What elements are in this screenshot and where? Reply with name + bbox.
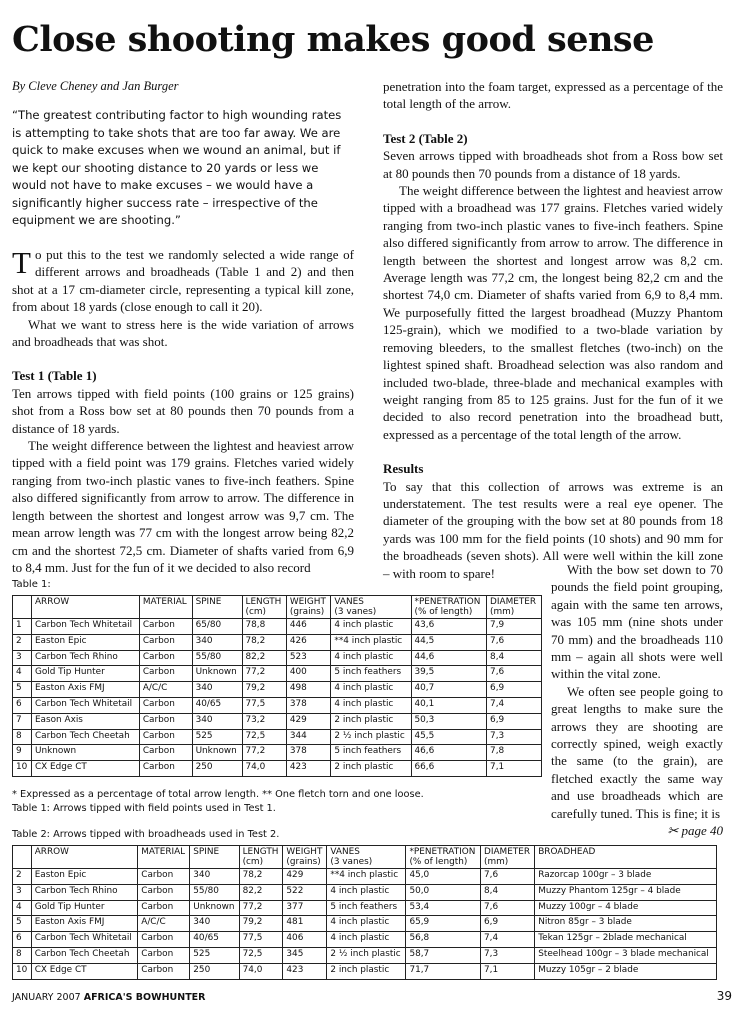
table-1-cell: **4 inch plastic bbox=[331, 634, 411, 650]
table-2-cell: 71,7 bbox=[406, 963, 481, 979]
test2-paragraph-2: The weight difference between the lightest and heaviest arrow tipped with a broadhead was 177 grains. Fletches varied widely ranging from two-inch plastic vanes to five-inch feathers. Spine also differed significantly from arrow to arrow. The difference in length between the shortest and longest arrow was 8,2 cm. Average length was 77,2 cm, the longest being 82,2 cm and the shortest 74,0 cm. Diameter of shafts varied from 6,9 to 8,4 mm. We purposefully fitted the largest broadhead (Muzzy Phantom 125-grain), which we modified to a two-blade variation by removing bleeders, to the smallest fletches (two-inch) on the lightest spined shaft. Broadhead selection was also random and included two-blade, three-blade and mechanical examples with weight ranging from 85 to 125 grains. Just for the fun of it we decided to also record penetration into the broadhead butt, expressed as a percentage of the total length of the arrow. bbox=[383, 183, 723, 442]
table-1-cell: 77,2 bbox=[242, 745, 286, 761]
table-1-cell: 40/65 bbox=[192, 697, 242, 713]
table-1-cell: 2 inch plastic bbox=[331, 761, 411, 777]
table-1-cell: 7,3 bbox=[487, 729, 542, 745]
table-1-cell: 40,1 bbox=[411, 697, 487, 713]
table-1-cell: 39,5 bbox=[411, 666, 487, 682]
table-2-header-cell bbox=[481, 846, 535, 869]
table-1-cell: 45,5 bbox=[411, 729, 487, 745]
table-1-row bbox=[13, 634, 542, 650]
table-2-header-cell bbox=[535, 846, 717, 869]
table-2-cell: 7,1 bbox=[481, 963, 535, 979]
table-1-cell: 3 bbox=[13, 650, 32, 666]
table-2-header-row bbox=[13, 846, 717, 869]
table-2-header-cell bbox=[239, 846, 283, 869]
table2-caption: Table 2: Arrows tipped with broadheads used in Test 2. bbox=[12, 829, 280, 840]
table-1-cell: Carbon bbox=[139, 634, 192, 650]
table-2-cell: 65,9 bbox=[406, 916, 481, 932]
table-2-header-line-2: (3 vanes) bbox=[330, 857, 373, 867]
table-2-header-cell bbox=[190, 846, 239, 869]
table-1-header-cell bbox=[13, 596, 32, 619]
table-1 bbox=[12, 595, 542, 777]
intro-paragraph bbox=[12, 246, 354, 316]
table-1-cell: 2 inch plastic bbox=[331, 713, 411, 729]
table-2-header-cell bbox=[327, 846, 406, 869]
table-2-row bbox=[13, 900, 717, 916]
table-2 bbox=[12, 845, 717, 980]
table-2-cell: Carbon bbox=[138, 932, 190, 948]
table-1-cell: 2 bbox=[13, 634, 32, 650]
table-1-row bbox=[13, 697, 542, 713]
table-1-cell: 8,4 bbox=[487, 650, 542, 666]
table-1-header-cell bbox=[331, 596, 411, 619]
table-1-cell: 9 bbox=[13, 745, 32, 761]
table-1-cell: Unknown bbox=[31, 745, 139, 761]
table-2-header-line-1: SPINE bbox=[193, 847, 220, 857]
table-2-header-cell bbox=[138, 846, 190, 869]
table-1-cell: 6 bbox=[13, 697, 32, 713]
side-column bbox=[551, 561, 723, 840]
table-1-cell: A/C/C bbox=[139, 682, 192, 698]
table-1-cell: 6,9 bbox=[487, 713, 542, 729]
table-2-header-cell bbox=[406, 846, 481, 869]
table-2-row bbox=[13, 932, 717, 948]
table-1-cell: 7,8 bbox=[487, 745, 542, 761]
table-1-cell: 5 bbox=[13, 682, 32, 698]
table-1-row bbox=[13, 761, 542, 777]
table-2-cell: 6,9 bbox=[481, 916, 535, 932]
test2-heading: Test 2 (Table 2) bbox=[383, 130, 468, 146]
table-2-cell: 6 bbox=[13, 932, 32, 948]
table-1-header-line-1: LENGTH bbox=[245, 597, 282, 607]
table-1-cell: Eason Axis bbox=[31, 713, 139, 729]
table-1-cell: 400 bbox=[286, 666, 331, 682]
table-1-header-line-2: (cm) bbox=[245, 607, 266, 617]
table-2-cell: 50,0 bbox=[406, 884, 481, 900]
table-1-header-cell bbox=[31, 596, 139, 619]
table-1-cell: 72,5 bbox=[242, 729, 286, 745]
table-2-cell: 429 bbox=[283, 869, 327, 885]
test1-heading: Test 1 (Table 1) bbox=[12, 368, 97, 384]
table-1-cell: Carbon bbox=[139, 745, 192, 761]
table-2-header-cell bbox=[283, 846, 327, 869]
table-1-cell: 66,6 bbox=[411, 761, 487, 777]
table-2-cell: 7,3 bbox=[481, 947, 535, 963]
table-2-cell: Muzzy 105gr – 2 blade bbox=[535, 963, 717, 979]
table-1-cell: 498 bbox=[286, 682, 331, 698]
table-2-cell: 58,7 bbox=[406, 947, 481, 963]
table-1-cell: 340 bbox=[192, 634, 242, 650]
table-1-header-cell bbox=[411, 596, 487, 619]
table-2-cell: Razorcap 100gr – 3 blade bbox=[535, 869, 717, 885]
page-number: 39 bbox=[716, 989, 732, 1003]
table-2-cell: 53,4 bbox=[406, 900, 481, 916]
test1-paragraph-2: The weight difference between the lightest and heaviest arrow tipped with a field point was 179 grains. Fletches varied widely ranging from two-inch plastic vanes to five-inch feathers. Spine also differed significantly from arrow to arrow. The difference in length between the shortest and longest arrow was 9,7 cm. The mean arrow length was 77 cm with the longest arrow being 82,2 cm and the shortest 72,5 cm. Diameter of shafts varied from 6,9 to 8,4 mm. Just for the fun of it we decided to also record bbox=[12, 438, 354, 575]
table-2-cell: Carbon bbox=[138, 963, 190, 979]
table-1-header-cell bbox=[242, 596, 286, 619]
table-1-cell: Unknown bbox=[192, 666, 242, 682]
side-paragraph-2: We often see people going to great lengths to make sure the arrows they are shooting are correctly spined, weigh exactly the same (to the grain), are fletched exactly the same way and use broadheads which are carefully tuned. This is fine; it is bbox=[551, 683, 723, 821]
table-2-cell: 79,2 bbox=[239, 916, 283, 932]
table-1-cell: 44,5 bbox=[411, 634, 487, 650]
scissors-icon: ✂ bbox=[667, 823, 679, 839]
table-2-cell: 78,2 bbox=[239, 869, 283, 885]
table-1-cell: 423 bbox=[286, 761, 331, 777]
table-1-cell: 78,2 bbox=[242, 634, 286, 650]
table-1-cell: Easton Epic bbox=[31, 634, 139, 650]
table-1-cell: Carbon Tech Cheetah bbox=[31, 729, 139, 745]
table-2-header-line-2: (mm) bbox=[484, 857, 509, 867]
table1-label: Table 1: bbox=[12, 579, 51, 590]
table-2-cell: 72,5 bbox=[239, 947, 283, 963]
table-2-cell: Unknown bbox=[190, 900, 239, 916]
table-2-cell: 2 inch plastic bbox=[327, 963, 406, 979]
table-2-row bbox=[13, 884, 717, 900]
table-1-cell: Carbon bbox=[139, 713, 192, 729]
table-1-header-cell bbox=[487, 596, 542, 619]
table-1-cell: 4 inch plastic bbox=[331, 619, 411, 635]
table-2-cell: 74,0 bbox=[239, 963, 283, 979]
table-1-cell: 5 inch feathers bbox=[331, 745, 411, 761]
continued-on bbox=[551, 822, 723, 839]
table-2-cell: Carbon bbox=[138, 884, 190, 900]
table-1-cell: 7,6 bbox=[487, 634, 542, 650]
table-2-cell: Carbon bbox=[138, 947, 190, 963]
table-1-header-line-1: SPINE bbox=[195, 597, 222, 607]
table-1-header-line-1: DIAMETER bbox=[490, 597, 537, 607]
footer-magazine: AFRICA'S BOWHUNTER bbox=[83, 992, 206, 1003]
test1-paragraph-1: Ten arrows tipped with field points (100 grains or 125 grains) shot from a Ross bow set at 80 pounds then 70 pounds from a distance of 18 yards. bbox=[12, 385, 354, 436]
table-1-cell: 4 bbox=[13, 666, 32, 682]
table-1-header-line-2: (3 vanes) bbox=[334, 607, 377, 617]
table-2-cell: 8 bbox=[13, 947, 32, 963]
table-1-row bbox=[13, 682, 542, 698]
table-2-cell: 4 inch plastic bbox=[327, 916, 406, 932]
table-1-cell: 78,8 bbox=[242, 619, 286, 635]
table-2-cell: 56,8 bbox=[406, 932, 481, 948]
table-1-cell: 378 bbox=[286, 745, 331, 761]
table-2-header-line-1: WEIGHT bbox=[286, 847, 323, 857]
table-1-cell: 7,9 bbox=[487, 619, 542, 635]
table-1-header-cell bbox=[192, 596, 242, 619]
continued-page-ref: page 40 bbox=[681, 823, 723, 839]
table1-footnote: * Expressed as a percentage of total arrow length. ** One fletch torn and one loose. bbox=[12, 789, 424, 800]
table-1-cell: 65/80 bbox=[192, 619, 242, 635]
table-1-header-line-1: MATERIAL bbox=[142, 597, 187, 607]
table-2-cell: 2 bbox=[13, 869, 32, 885]
table-1-cell: 4 inch plastic bbox=[331, 650, 411, 666]
table-1-cell: 6,9 bbox=[487, 682, 542, 698]
table-1-header-line-2: (mm) bbox=[490, 607, 515, 617]
byline: By Cleve Cheney and Jan Burger bbox=[12, 79, 179, 93]
table-1-header-line-1: ARROW bbox=[34, 597, 70, 607]
table-2-header-line-1: ARROW bbox=[34, 847, 69, 857]
table-2-cell: 77,2 bbox=[239, 900, 283, 916]
table-2-header-line-2: (% of length) bbox=[409, 857, 468, 867]
table-2-cell: A/C/C bbox=[138, 916, 190, 932]
table-1-cell: 250 bbox=[192, 761, 242, 777]
table-1-header-line-1: VANES bbox=[334, 597, 364, 607]
table-1-header-row bbox=[13, 596, 542, 619]
table-1-cell: 378 bbox=[286, 697, 331, 713]
table-1-cell: Carbon bbox=[139, 619, 192, 635]
results-heading: Results bbox=[383, 461, 424, 477]
table-1-cell: 2 ½ inch plastic bbox=[331, 729, 411, 745]
table-2-cell: 3 bbox=[13, 884, 32, 900]
table-1-row bbox=[13, 666, 542, 682]
column-2-continuation: penetration into the foam target, expressed as a percentage of the total length of the arrow. bbox=[383, 79, 723, 112]
table-1-header-line-2: (% of length) bbox=[414, 607, 473, 617]
table-2-cell: 5 bbox=[13, 916, 32, 932]
table-2-cell: 340 bbox=[190, 869, 239, 885]
table-1-cell: Carbon Tech Whitetail bbox=[31, 697, 139, 713]
table-1-cell: Carbon Tech Whitetail bbox=[31, 619, 139, 635]
table-1-header-cell bbox=[286, 596, 331, 619]
table-1-cell: 40,7 bbox=[411, 682, 487, 698]
table-1-cell: 55/80 bbox=[192, 650, 242, 666]
table-2-cell: 4 inch plastic bbox=[327, 932, 406, 948]
table-1-row bbox=[13, 713, 542, 729]
intro-text: o put this to the test we randomly selected a wide range of different arrows and broadheads (Table 1 and 2) and then shot at a 17 cm-diameter circle, representing a typical kill zone, from about 18 yards (close enough to call it 20). bbox=[12, 247, 354, 315]
intro-paragraph-2: What we want to stress here is the wide variation of arrows and broadheads that was shot. bbox=[12, 316, 354, 350]
table-1-cell: 74,0 bbox=[242, 761, 286, 777]
table-1-cell: Unknown bbox=[192, 745, 242, 761]
table-2-cell: 10 bbox=[13, 963, 32, 979]
table-2-cell: 7,4 bbox=[481, 932, 535, 948]
table-1-cell: 525 bbox=[192, 729, 242, 745]
table-2-cell: 45,0 bbox=[406, 869, 481, 885]
table1-caption: Table 1: Arrows tipped with field points used in Test 1. bbox=[12, 803, 276, 814]
table-1-row bbox=[13, 745, 542, 761]
table-1-row bbox=[13, 650, 542, 666]
table-2-cell: 4 bbox=[13, 900, 32, 916]
column-1 bbox=[12, 246, 354, 576]
table-1-cell: 73,2 bbox=[242, 713, 286, 729]
table-2-cell: 377 bbox=[283, 900, 327, 916]
results-paragraph: To say that this collection of arrows was extreme is an understatement. The test results were a real eye opener. The diameter of the grouping with the bow set at 80 pounds from 18 yards was 100 mm for the field points (10 shots) and 90 mm for the broadheads (seven shots). All were well within the kill zone – with room to spare! bbox=[383, 478, 723, 581]
test2-paragraph-1: Seven arrows tipped with broadheads shot from a Ross bow set at 80 pounds then 70 pounds from a distance of 18 yards. bbox=[383, 148, 723, 181]
table-1-cell: 77,2 bbox=[242, 666, 286, 682]
table-2-header-line-2: (grains) bbox=[286, 857, 321, 867]
table-1-cell: 340 bbox=[192, 682, 242, 698]
table-2-cell: 55/80 bbox=[190, 884, 239, 900]
table-1-cell: Carbon bbox=[139, 650, 192, 666]
table-1-cell: 5 inch feathers bbox=[331, 666, 411, 682]
table-1-cell: 46,6 bbox=[411, 745, 487, 761]
table-1-cell: 429 bbox=[286, 713, 331, 729]
table-2-header-line-1: LENGTH bbox=[242, 847, 279, 857]
table-2-cell: 40/65 bbox=[190, 932, 239, 948]
table-2-header-line-1: DIAMETER bbox=[484, 847, 531, 857]
table-1-cell: 7,6 bbox=[487, 666, 542, 682]
table-2-row bbox=[13, 869, 717, 885]
pull-quote: “The greatest contributing factor to high wounding rates is attempting to take shots that are too far away. We are quick to make excuses when we wound an animal, but if we kept our shooting distance to 20 yards or less we would not have to make excuses – we would have a significantly higher success rate – irrespective of the equipment we are shooting.” bbox=[12, 108, 342, 227]
table-2-header-cell bbox=[31, 846, 138, 869]
table-1-cell: 523 bbox=[286, 650, 331, 666]
table-1-cell: Easton Axis FMJ bbox=[31, 682, 139, 698]
table-2-cell: CX Edge CT bbox=[31, 963, 138, 979]
table-1-cell: 4 inch plastic bbox=[331, 682, 411, 698]
table-1-row bbox=[13, 619, 542, 635]
table-1-cell: Gold Tip Hunter bbox=[31, 666, 139, 682]
table-2-cell: Steelhead 100gr – 3 blade mechanical bbox=[535, 947, 717, 963]
table-1-header-cell bbox=[139, 596, 192, 619]
table-1-cell: Carbon bbox=[139, 697, 192, 713]
table-2-cell: 522 bbox=[283, 884, 327, 900]
table-1-cell: 77,5 bbox=[242, 697, 286, 713]
table-2-cell: Carbon bbox=[138, 900, 190, 916]
table-2-cell: Carbon Tech Rhino bbox=[31, 884, 138, 900]
table-2-cell: 77,5 bbox=[239, 932, 283, 948]
table-2-header-line-1: MATERIAL bbox=[141, 847, 186, 857]
table-1-cell: 7 bbox=[13, 713, 32, 729]
table-2-header-line-1: BROADHEAD bbox=[538, 847, 596, 857]
column-2 bbox=[383, 78, 723, 582]
table-2-cell: Gold Tip Hunter bbox=[31, 900, 138, 916]
table-2-header-line-1: *PENETRATION bbox=[409, 847, 476, 857]
table-1-cell: 4 inch plastic bbox=[331, 697, 411, 713]
table-2-cell: 7,6 bbox=[481, 869, 535, 885]
table-2-cell: 4 inch plastic bbox=[327, 884, 406, 900]
table-2-cell: 5 inch feathers bbox=[327, 900, 406, 916]
table-1-cell: 50,3 bbox=[411, 713, 487, 729]
table-1-cell: 446 bbox=[286, 619, 331, 635]
table-2-cell: 345 bbox=[283, 947, 327, 963]
table-2-header-cell bbox=[13, 846, 32, 869]
drop-cap: T bbox=[12, 245, 31, 280]
table-1-cell: 8 bbox=[13, 729, 32, 745]
table-2-cell: 340 bbox=[190, 916, 239, 932]
table-1-cell: 7,1 bbox=[487, 761, 542, 777]
table-2-cell: 406 bbox=[283, 932, 327, 948]
table-1-cell: 82,2 bbox=[242, 650, 286, 666]
table-2-cell: 525 bbox=[190, 947, 239, 963]
table-2-cell: 8,4 bbox=[481, 884, 535, 900]
table-2-cell: Easton Axis FMJ bbox=[31, 916, 138, 932]
table-1-cell: 340 bbox=[192, 713, 242, 729]
table-2-cell: Nitron 85gr – 3 blade bbox=[535, 916, 717, 932]
table-1-cell: 426 bbox=[286, 634, 331, 650]
table-2-cell: Carbon bbox=[138, 869, 190, 885]
table-1-row bbox=[13, 729, 542, 745]
table-1-cell: 7,4 bbox=[487, 697, 542, 713]
table-1-cell: Carbon Tech Rhino bbox=[31, 650, 139, 666]
table-2-header-line-1: VANES bbox=[330, 847, 360, 857]
table-1-cell: Carbon bbox=[139, 729, 192, 745]
table-2-cell: Easton Epic bbox=[31, 869, 138, 885]
table-2-row bbox=[13, 963, 717, 979]
article-title: Close shooting makes good sense bbox=[12, 19, 654, 60]
table-2-cell: 481 bbox=[283, 916, 327, 932]
table-2-cell: Tekan 125gr – 2blade mechanical bbox=[535, 932, 717, 948]
table-2-cell: 7,6 bbox=[481, 900, 535, 916]
table-2-row bbox=[13, 916, 717, 932]
table-2-row bbox=[13, 947, 717, 963]
table-1-header-line-1: *PENETRATION bbox=[414, 597, 481, 607]
table-1-cell: 44,6 bbox=[411, 650, 487, 666]
table-1-cell: Carbon bbox=[139, 666, 192, 682]
table-1-header-line-2: (grains) bbox=[289, 607, 325, 617]
table-1-cell: Carbon bbox=[139, 761, 192, 777]
table-2-cell: 250 bbox=[190, 963, 239, 979]
table-2-header-line-2: (cm) bbox=[242, 857, 264, 867]
table-1-cell: 43,6 bbox=[411, 619, 487, 635]
table-1-cell: 344 bbox=[286, 729, 331, 745]
table-2-cell: 2 ½ inch plastic bbox=[327, 947, 406, 963]
table-2-cell: Carbon Tech Cheetah bbox=[31, 947, 138, 963]
table-2-cell: **4 inch plastic bbox=[327, 869, 406, 885]
table-2-cell: Muzzy 100gr – 4 blade bbox=[535, 900, 717, 916]
table-2-cell: Carbon Tech Whitetail bbox=[31, 932, 138, 948]
footer-issue bbox=[12, 992, 206, 1003]
table-1-cell: 1 bbox=[13, 619, 32, 635]
table-2-cell: 423 bbox=[283, 963, 327, 979]
table-1-header-line-1: WEIGHT bbox=[289, 597, 326, 607]
table-1-cell: CX Edge CT bbox=[31, 761, 139, 777]
table-1-cell: 10 bbox=[13, 761, 32, 777]
table-1-cell: 79,2 bbox=[242, 682, 286, 698]
table-2-cell: Muzzy Phantom 125gr – 4 blade bbox=[535, 884, 717, 900]
table-2-cell: 82,2 bbox=[239, 884, 283, 900]
footer-date: JANUARY 2007 bbox=[12, 992, 81, 1003]
side-paragraph-1: With the bow set down to 70 pounds the field point grouping, again with the same ten arrows, was 105 mm (nine shots under 70 mm) and the broadheads 110 mm – again all shots were well within the vital zone. bbox=[551, 562, 723, 682]
